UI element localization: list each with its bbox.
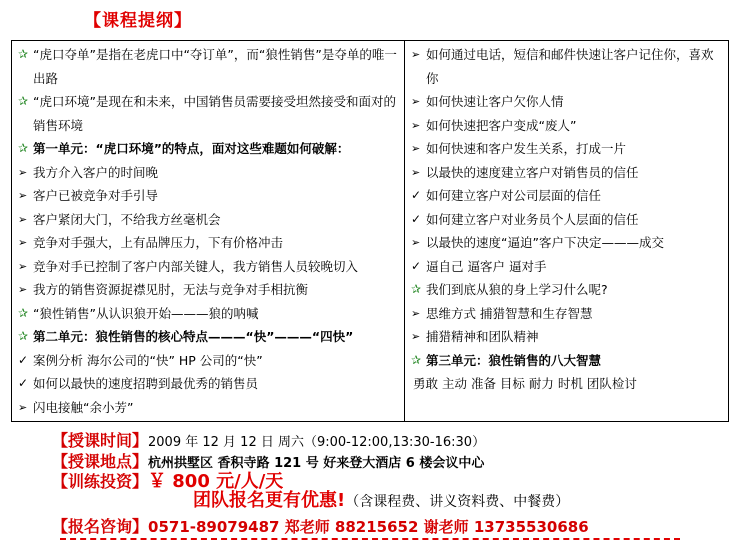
arrow-icon: ➢ (18, 189, 28, 202)
arrow-icon: ➢ (411, 330, 421, 343)
star-icon: ✰ (18, 141, 29, 155)
arrow-icon: ➢ (18, 236, 28, 249)
arrow-icon: ➢ (411, 95, 421, 108)
outline-item-text: 竞争对手强大，上有品牌压力，下有价格冲击 (33, 235, 284, 250)
arrow-icon: ➢ (411, 118, 421, 132)
outline-item (411, 137, 724, 161)
outline-left-column (12, 41, 405, 421)
outline-item-text: 第三单元：狼性销售的八大智慧 (426, 352, 602, 368)
outline-item (411, 208, 724, 232)
outline-item (18, 302, 400, 326)
outline-item-text: “虎口环境”是现在和未来，中国销售员需要接受坦然接受和面对的销售环境 (33, 94, 396, 133)
outline-item-text: 竞争对手已控制了客户内部关键人，我方销售人员较晚切入 (33, 258, 359, 274)
outline-item-text: “狼性销售”从认识狼开始———狼的呐喊 (33, 305, 259, 321)
group-offer-text: 团队报名更有优惠! (193, 490, 346, 511)
section-title: 【课程提纲】 (84, 11, 192, 31)
arrow-icon: ➢ (18, 212, 28, 226)
outline-item (411, 161, 724, 185)
course-fee-value: ￥ 800 元/人/天 (148, 471, 284, 492)
outline-item (18, 325, 400, 349)
outline-item-text: 以最快的速度建立客户对销售员的信任 (426, 164, 639, 180)
arrow-icon: ➢ (411, 236, 421, 249)
outline-item-text: 如何快速和客户发生关系，打成一片 (426, 141, 627, 156)
star-icon: ✰ (18, 305, 29, 320)
contact-line (52, 514, 589, 537)
outline-item (18, 372, 400, 396)
arrow-icon: ➢ (18, 400, 28, 414)
outline-item-text: 我方的销售资源捉襟见肘，无法与竞争对手相抗衡 (33, 282, 309, 297)
outline-right-column (405, 41, 728, 421)
outline-item-text: 逼自己 逼客户 逼对手 (426, 258, 547, 274)
outline-item-text: 客户已被竞争对手引导 (33, 188, 159, 203)
outline-item (18, 184, 400, 208)
outline-item (411, 255, 724, 279)
star-icon: ✰ (18, 329, 29, 343)
outline-item-text: 以最快的速度“逼迫”客户下决定———成交 (426, 235, 664, 250)
outline-item-text: 捕猎精神和团队精神 (426, 329, 539, 344)
star-icon: ✰ (18, 47, 29, 61)
outline-item-text: 如何快速把客户变成“废人” (426, 117, 577, 133)
course-time-line (52, 428, 485, 451)
outline-item (18, 137, 400, 161)
outline-item (18, 349, 400, 373)
outline-item-text: 我方介入客户的时间晚 (33, 164, 159, 180)
course-time-value: 2009 年 12 月 12 日 周六（9:00-12:00,13:30-16:30） (148, 435, 486, 450)
group-offer-line (193, 486, 569, 512)
outline-item (18, 278, 400, 302)
contact-label: 【报名咨询】 (52, 517, 149, 536)
contact-value: 0571-89079487 郑老师 88215652 谢老师 13735530686 (148, 518, 589, 536)
outline-item (411, 43, 724, 90)
check-icon: ✓ (411, 188, 422, 202)
star-icon: ✰ (18, 94, 29, 108)
arrow-icon: ➢ (18, 259, 28, 273)
outline-item (411, 184, 724, 208)
outline-item-text: 如何通过电话，短信和邮件快速让客户记住你，喜欢你 (426, 47, 714, 86)
eight-wisdoms-list: 勇敢 主动 准备 目标 耐力 时机 团队检讨 (413, 376, 637, 391)
outline-item-text: 思维方式 捕猎智慧和生存智慧 (426, 305, 593, 321)
check-icon: ✓ (411, 211, 422, 226)
outline-item-text: “虎口夺单”是指在老虎口中“夺订单”，而“狼性销售”是夺单的唯一出路 (33, 47, 397, 86)
check-icon: ✓ (411, 258, 422, 273)
outline-item-text: 案例分析 海尔公司的“快” HP 公司的“快” (33, 352, 263, 368)
course-place-label: 【授课地点】 (52, 452, 149, 471)
outline-item (411, 349, 724, 373)
check-icon: ✓ (18, 352, 29, 367)
outline-item (18, 208, 400, 232)
outline-item (411, 231, 724, 255)
outline-item (18, 90, 400, 137)
outline-item-text: 第一单元：“虎口环境”的特点，面对这些难题如何破解： (33, 141, 350, 156)
outline-item (18, 396, 400, 420)
outline-item (411, 325, 724, 349)
course-time-label: 【授课时间】 (52, 431, 149, 450)
outline-item (411, 114, 724, 138)
outline-item-text: 如何快速让客户欠你人情 (426, 94, 564, 109)
outline-item (18, 43, 400, 90)
course-place-value: 杭州拱墅区 香积寺路 121 号 好来登大酒店 6 楼会议中心 (148, 456, 485, 471)
outline-item (18, 231, 400, 255)
outline-item-text: 如何建立客户对公司层面的信任 (426, 188, 602, 203)
outline-item (411, 302, 724, 326)
check-icon: ✓ (18, 376, 29, 390)
arrow-icon: ➢ (411, 306, 421, 320)
outline-item-text: 如何以最快的速度招聘到最优秀的销售员 (33, 376, 259, 391)
dashed-divider (60, 538, 680, 540)
arrow-icon: ➢ (411, 142, 421, 155)
group-offer-note: （含课程费、讲义资料费、中餐费） (345, 494, 570, 510)
star-icon: ✰ (411, 282, 422, 296)
outline-item-text: 如何建立客户对业务员个人层面的信任 (426, 211, 639, 227)
star-icon: ✰ (411, 352, 422, 367)
course-fee-label: 【训练投资】 (52, 472, 149, 491)
outline-item (18, 161, 400, 185)
outline-item (411, 90, 724, 114)
arrow-icon: ➢ (411, 48, 421, 61)
outline-item-text: 第二单元：狼性销售的核心特点———“快”———“四快” (33, 329, 354, 344)
outline-item-text: 闪电接触“余小芳” (33, 399, 134, 415)
outline-item (411, 278, 724, 302)
outline-item (18, 255, 400, 279)
arrow-icon: ➢ (411, 165, 421, 179)
outline-item-text: 客户紧闭大门，不给我方丝毫机会 (33, 211, 221, 227)
arrow-icon: ➢ (18, 283, 28, 296)
outline-item-text: 我们到底从狼的身上学习什么呢? (426, 282, 608, 297)
course-outline-table (11, 40, 729, 422)
arrow-icon: ➢ (18, 165, 28, 179)
